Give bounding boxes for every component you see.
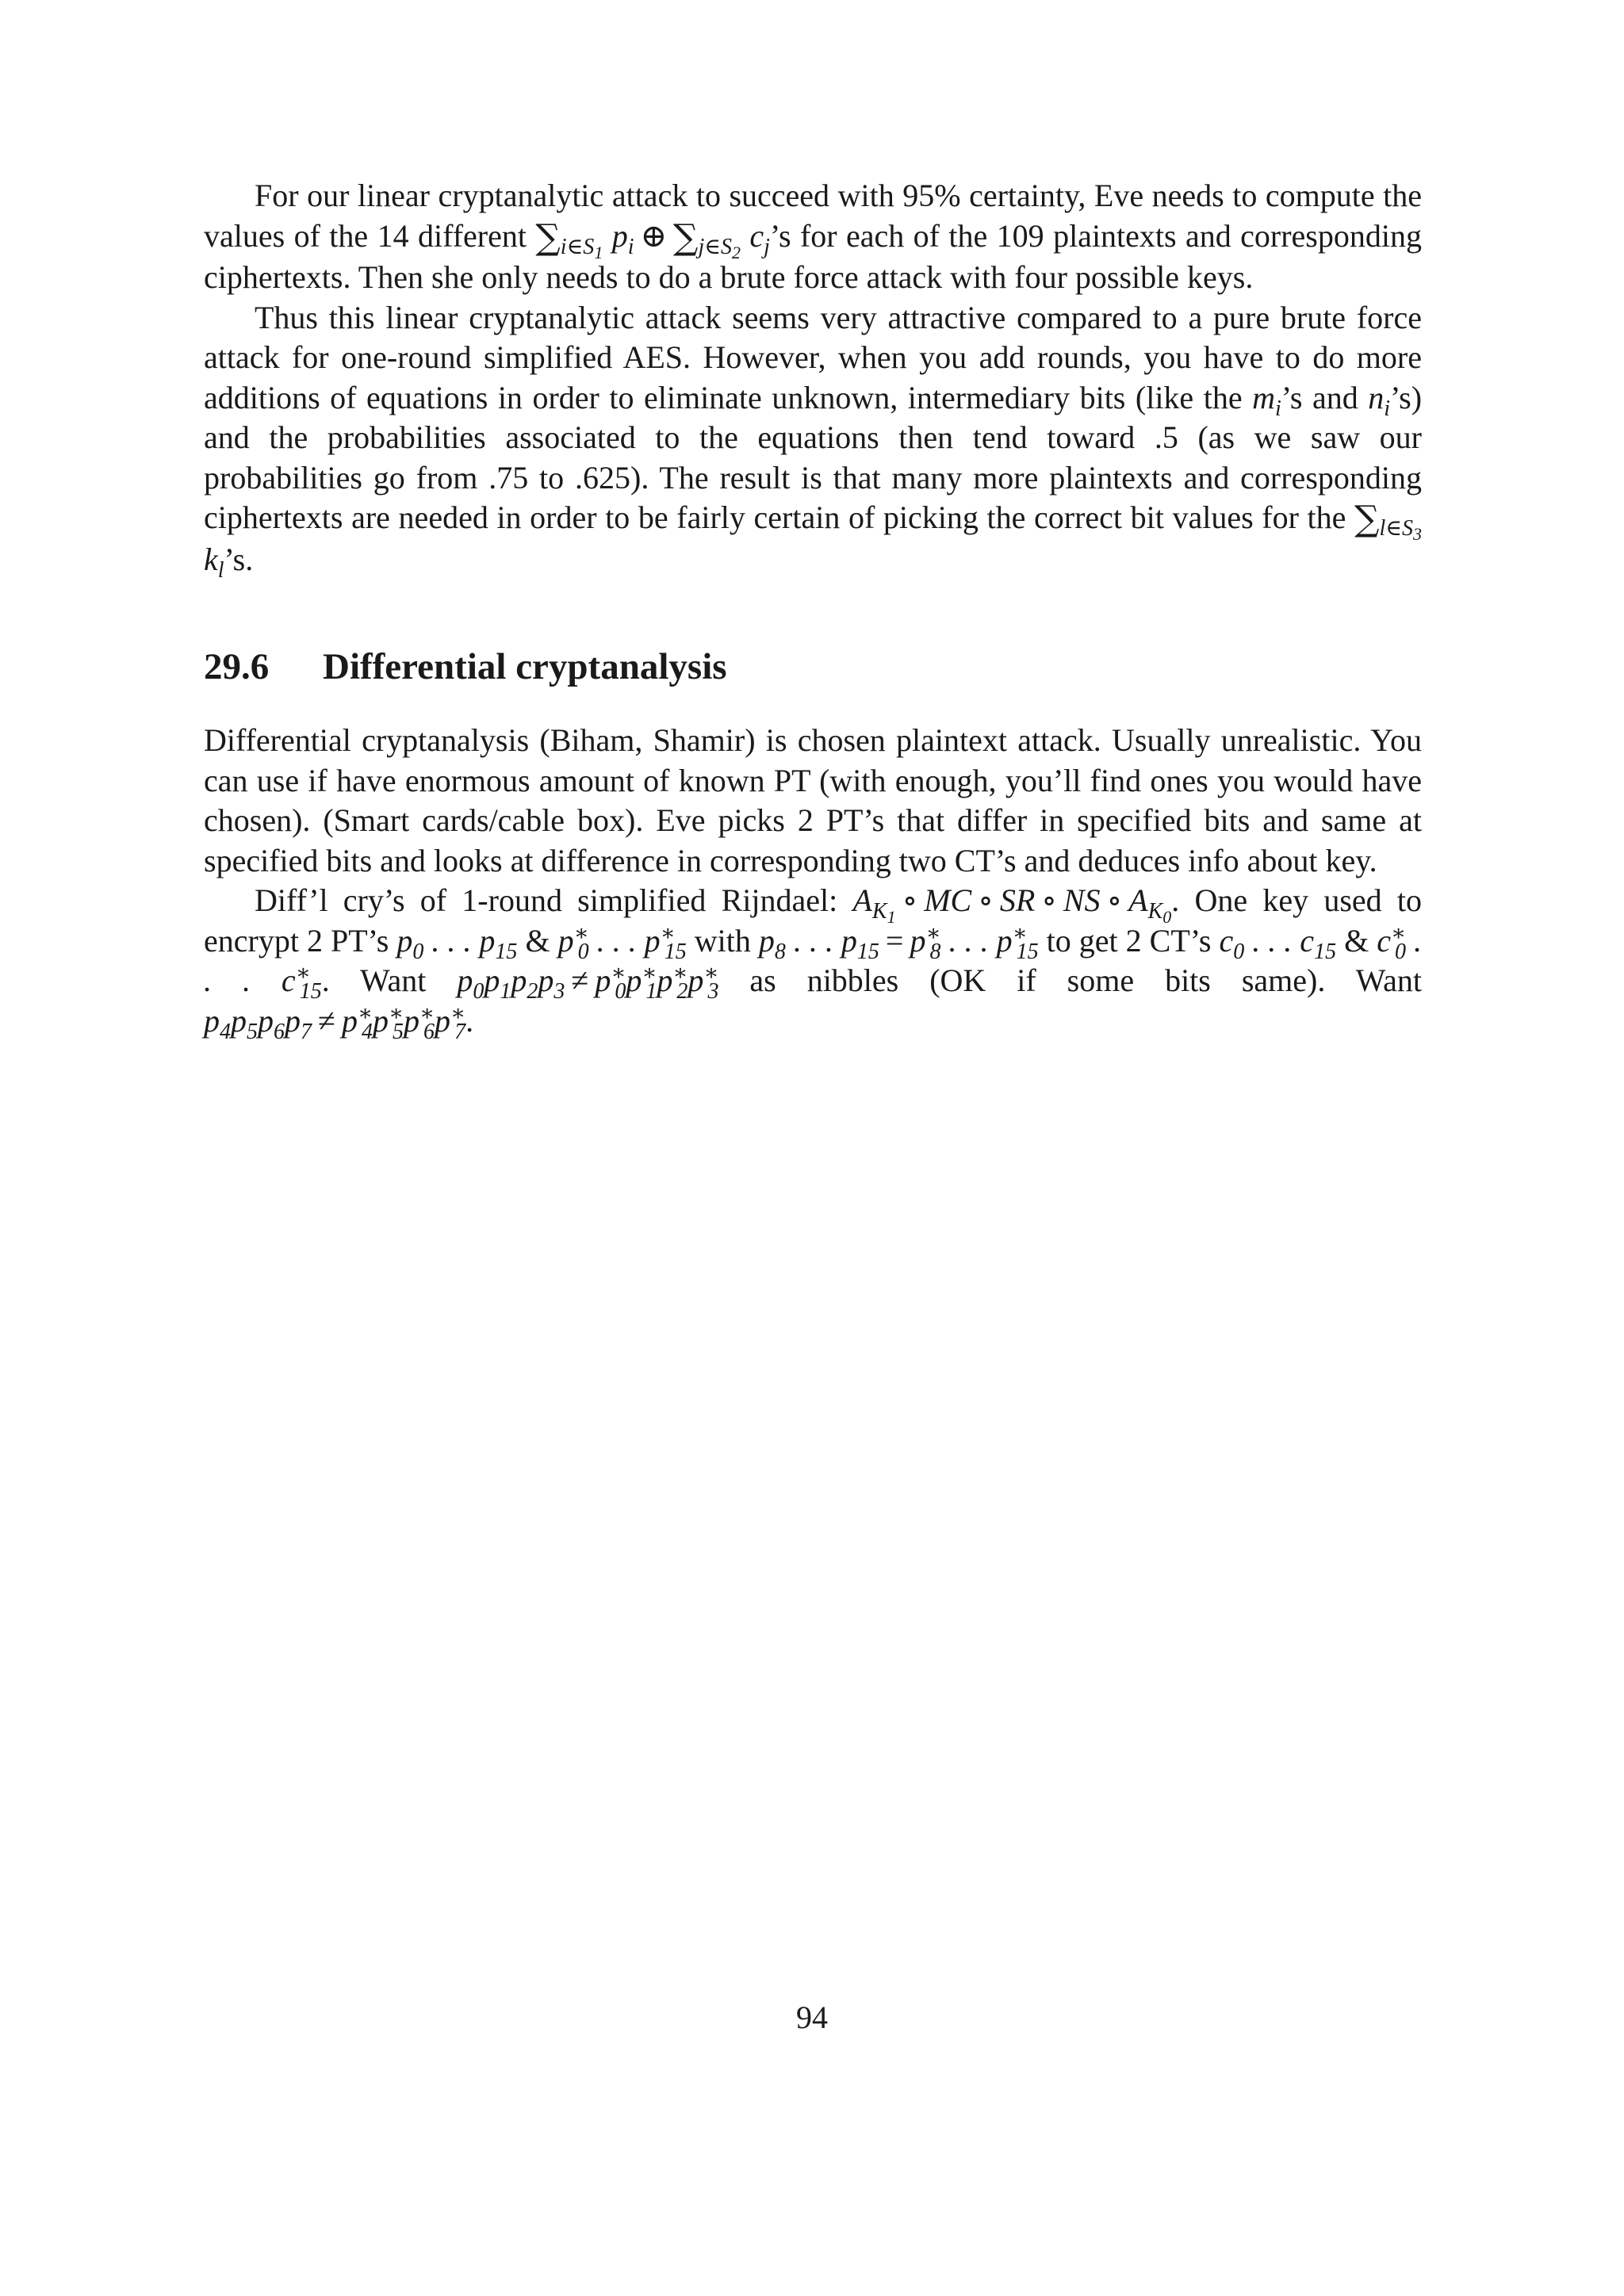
formula-round-composition: $A_{K_1}$ ∘ MC ∘ SR ∘ NS ∘ $A_{K_0}$ (852, 882, 1172, 927)
section-number: 29.6 (204, 646, 270, 687)
paragraph-differential-intro: Differential cryptanalysis (Biham, Shamir) is chosen plaintext attack. Usually unrealistic. You can use if have enormous amount of known PT (with enough, you’ll find ones you would have chosen). (Smart cards/cable box). Eve picks 2 PT’s that differ in specified bits and same at specified bits and looks at difference in corresponding two CT’s and deduces info about key. (204, 722, 1422, 878)
formula-sum-kl: $\sum_{l\in S_3}$ $k_l$ (204, 499, 1422, 583)
page-content (204, 176, 1423, 1044)
paragraph-linear-attack-rounds: Thus this linear cryptanalytic attack seems very attractive compared to a pure brute force attack for one-round simplified AES. However, when you add rounds, you have to do more additions of equations in order to eliminate unknown, intermediary bits (like the $m_i’s$ and $n_i’s$) and the probabilities associated to the equations then tend toward .5 (as we saw our probabilities go from .75 to .625). The result is that many more plaintexts and corresponding ciphertexts are needed in order to be fairly certain of picking the correct bit values for the $\sum_{l\in S_3}$ $k_l’s$. (204, 299, 1423, 583)
paragraph-differential-rijndael: Diff’l cry’s of 1-round simplified Rijndael: $A_{K_1}$ ∘ MC ∘ SR ∘ NS ∘ $A_{K_0}$. One key used to encrypt 2 PT’s $p_0$ . . . $p_{15}$ & $p^∗_0$ . . . $p^∗_{15}$ with $p_8$ . . . $p_{15} = p^∗_8$ . . . $p^∗_{15}$ to get 2 CT’s $c_0$ . . . $c_{15}$ & $c^∗_0$ . . . $c^∗_{15}$. Want $p_0p_1p_2p_3 \ne p^∗_0p^∗_1p^∗_2p^∗_3$ as nibbles (OK if some bits same). Want $p_4p_5p_6p_7 \ne p^∗_4p^∗_5p^∗_6p^∗_7$. (204, 882, 1423, 1044)
formula-plaintext-p-star: $p^∗_0$ . . . $p^∗_{15}$ (557, 920, 687, 964)
section-title: Differential cryptanalysis (323, 646, 727, 687)
formula-ciphertext-c: $c_0$ . . . $c_{15}$ (1219, 922, 1337, 964)
formula-sum-pi-xor-cj: $\sum_{i\in S_1}$ $p_i$ ⊕ $\sum_{j\in S_2}$ $c_j$ (535, 216, 770, 262)
formula-equal-bits: $p_8$ . . . $p_{15} = p^∗_8$ . . . $p^∗_{15}$ (758, 920, 1039, 964)
formula-n-i: $n_i$ (1368, 379, 1391, 421)
formula-plaintext-p: $p_0$ . . . $p_{15}$ (396, 922, 518, 964)
formula-m-i: $m_i$ (1252, 379, 1281, 421)
paragraph-linear-attack-summary: For our linear cryptanalytic attack to succeed with 95% certainty, Eve needs to compute the values of the 14 different $\sum_{i\in S_1}$ $p_i$ ⊕ $\sum_{j\in S_2}$ $c_j’s$ for each of the 109 plaintexts and corresponding ciphertexts. Then she only needs to do a brute force attack with four possible keys. (204, 178, 1422, 295)
formula-ciphertext-c-star: $c^∗_0$ . . . $c^∗_{15}$ (204, 920, 1423, 1004)
formula-nibble-0-3: $p_0p_1p_2p_3 \ne p^∗_0p^∗_1p^∗_2p^∗_3$ (457, 961, 719, 1004)
formula-nibble-4-7: $p_4p_5p_6p_7 \ne p^∗_4p^∗_5p^∗_6p^∗_7$ (204, 1001, 466, 1044)
section-heading (204, 645, 1422, 689)
page-number: 94 (796, 1999, 828, 2035)
